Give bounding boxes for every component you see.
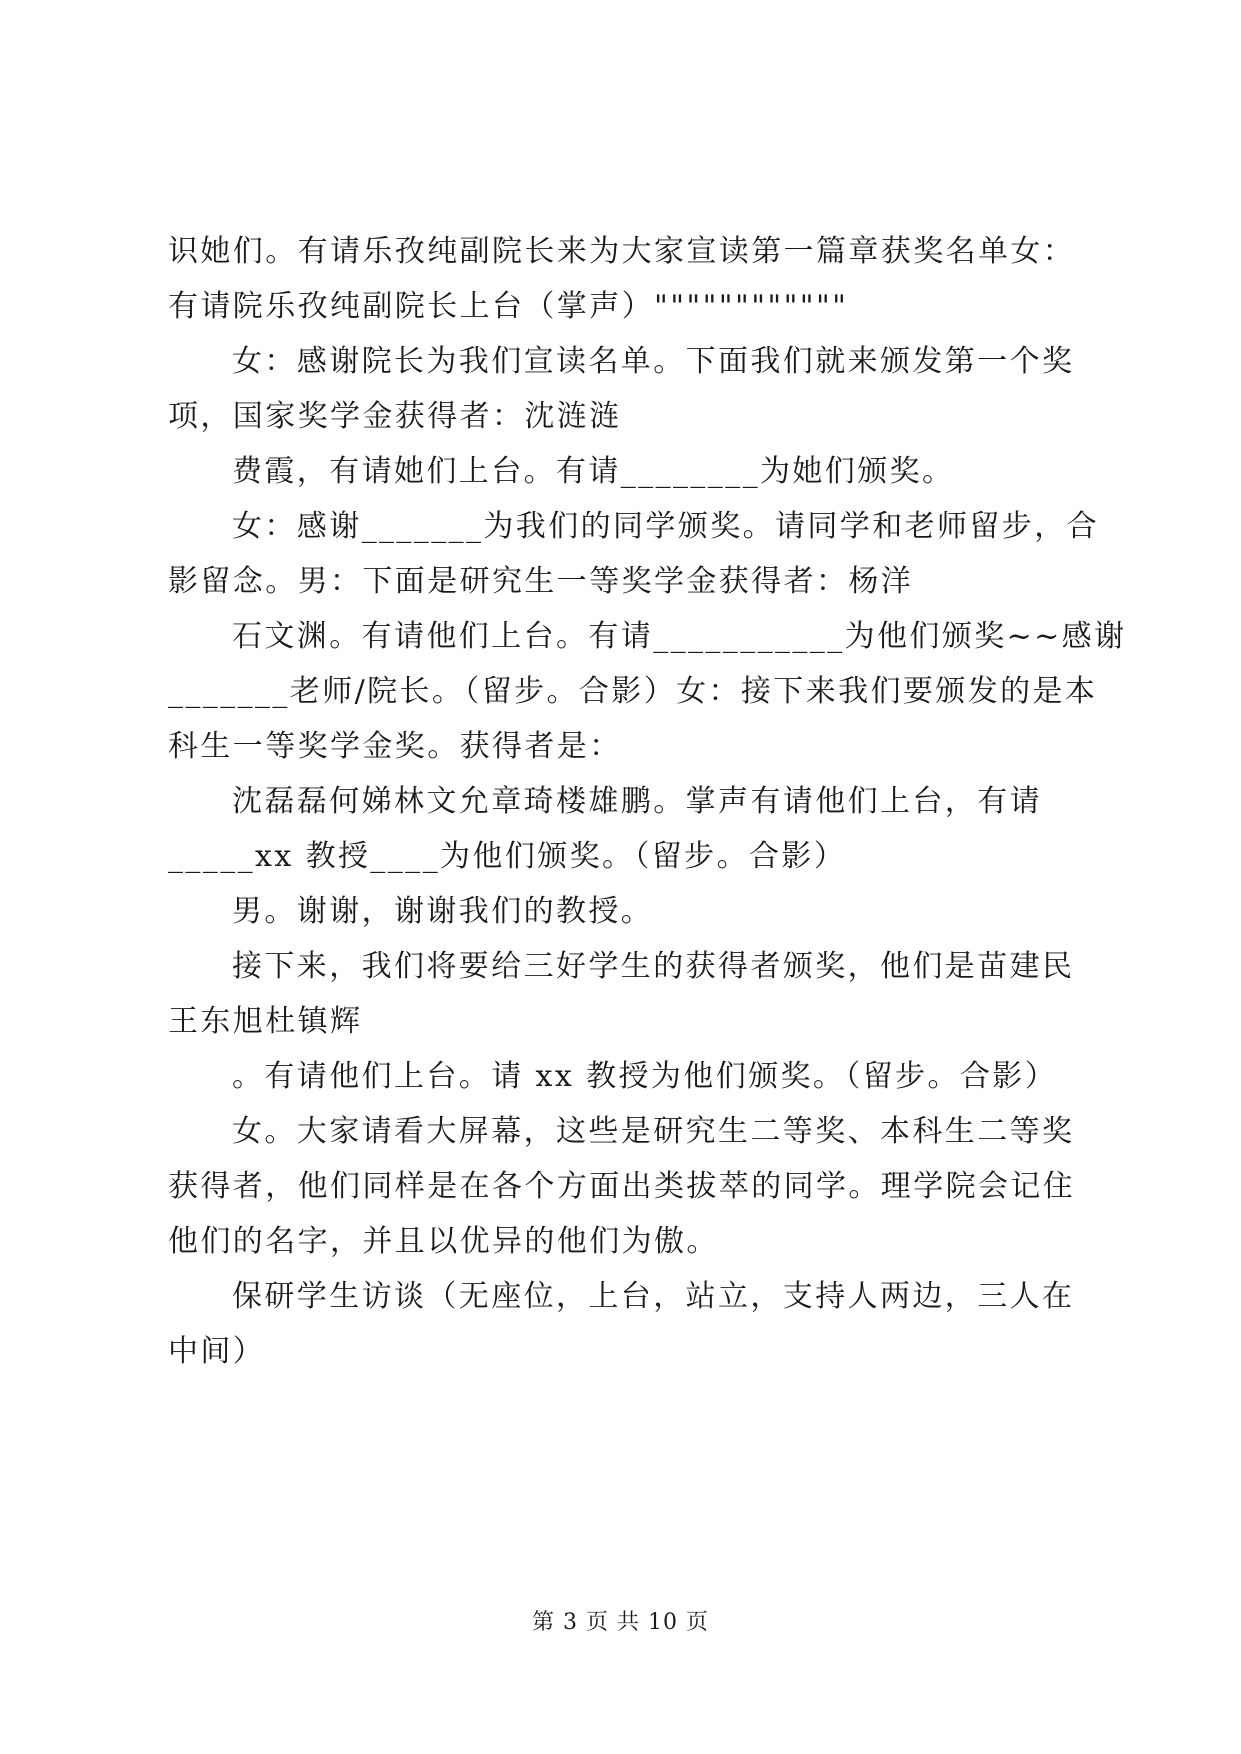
text-line: 识她们。有请乐孜纯副院长来为大家宣读第一篇章获奖名单女：	[168, 234, 1076, 269]
text-line: 女：感谢_______为我们的同学颁奖。请同学和老师留步，合	[232, 509, 1099, 544]
text-line: 项，国家奖学金获得者：沈涟涟	[168, 399, 622, 434]
text-line: 女。大家请看大屏幕，这些是研究生二等奖、本科生二等奖	[232, 1114, 1075, 1149]
text-line: _______老师/院长。（留步。合影）女：接下来我们要颁发的是本	[168, 674, 1098, 709]
text-line: 有请院乐孜纯副院长上台（掌声）""""""""""""	[168, 289, 849, 324]
text-line: 沈磊磊何娣林文允章琦楼雄鹏。掌声有请他们上台，有请	[232, 784, 1042, 819]
text-line: 王东旭杜镇辉	[168, 1004, 363, 1039]
text-line: 。有请他们上台。请 xx 教授为他们颁奖。（留步。合影）	[232, 1059, 1058, 1094]
text-line: 获得者，他们同样是在各个方面出类拔萃的同学。理学院会记住	[168, 1169, 1076, 1204]
page-number-footer: 第 3 页 共 10 页	[532, 1610, 709, 1635]
text-line: 保研学生访谈（无座位，上台，站立，支持人两边，三人在	[232, 1279, 1075, 1314]
text-line: 影留念。男：下面是研究生一等奖学金获得者：杨洋	[168, 564, 914, 599]
text-line: 他们的名字，并且以优异的他们为傲。	[168, 1224, 719, 1259]
text-line: 接下来，我们将要给三好学生的获得者颁奖，他们是苗建民	[232, 949, 1075, 984]
text-line: 费霞，有请她们上台。有请________为她们颁奖。	[232, 454, 955, 489]
text-line: 科生一等奖学金奖。获得者是：	[168, 729, 622, 764]
text-line: 女：感谢院长为我们宣读名单。下面我们就来颁发第一个奖	[232, 344, 1075, 379]
text-line: 石文渊。有请他们上台。有请___________为他们颁奖~~感谢	[232, 619, 1127, 654]
text-line: 中间）	[168, 1334, 266, 1369]
text-line: 男。谢谢，谢谢我们的教授。	[232, 894, 654, 929]
text-line: _____xx 教授____为他们颁奖。（留步。合影）	[168, 839, 847, 874]
